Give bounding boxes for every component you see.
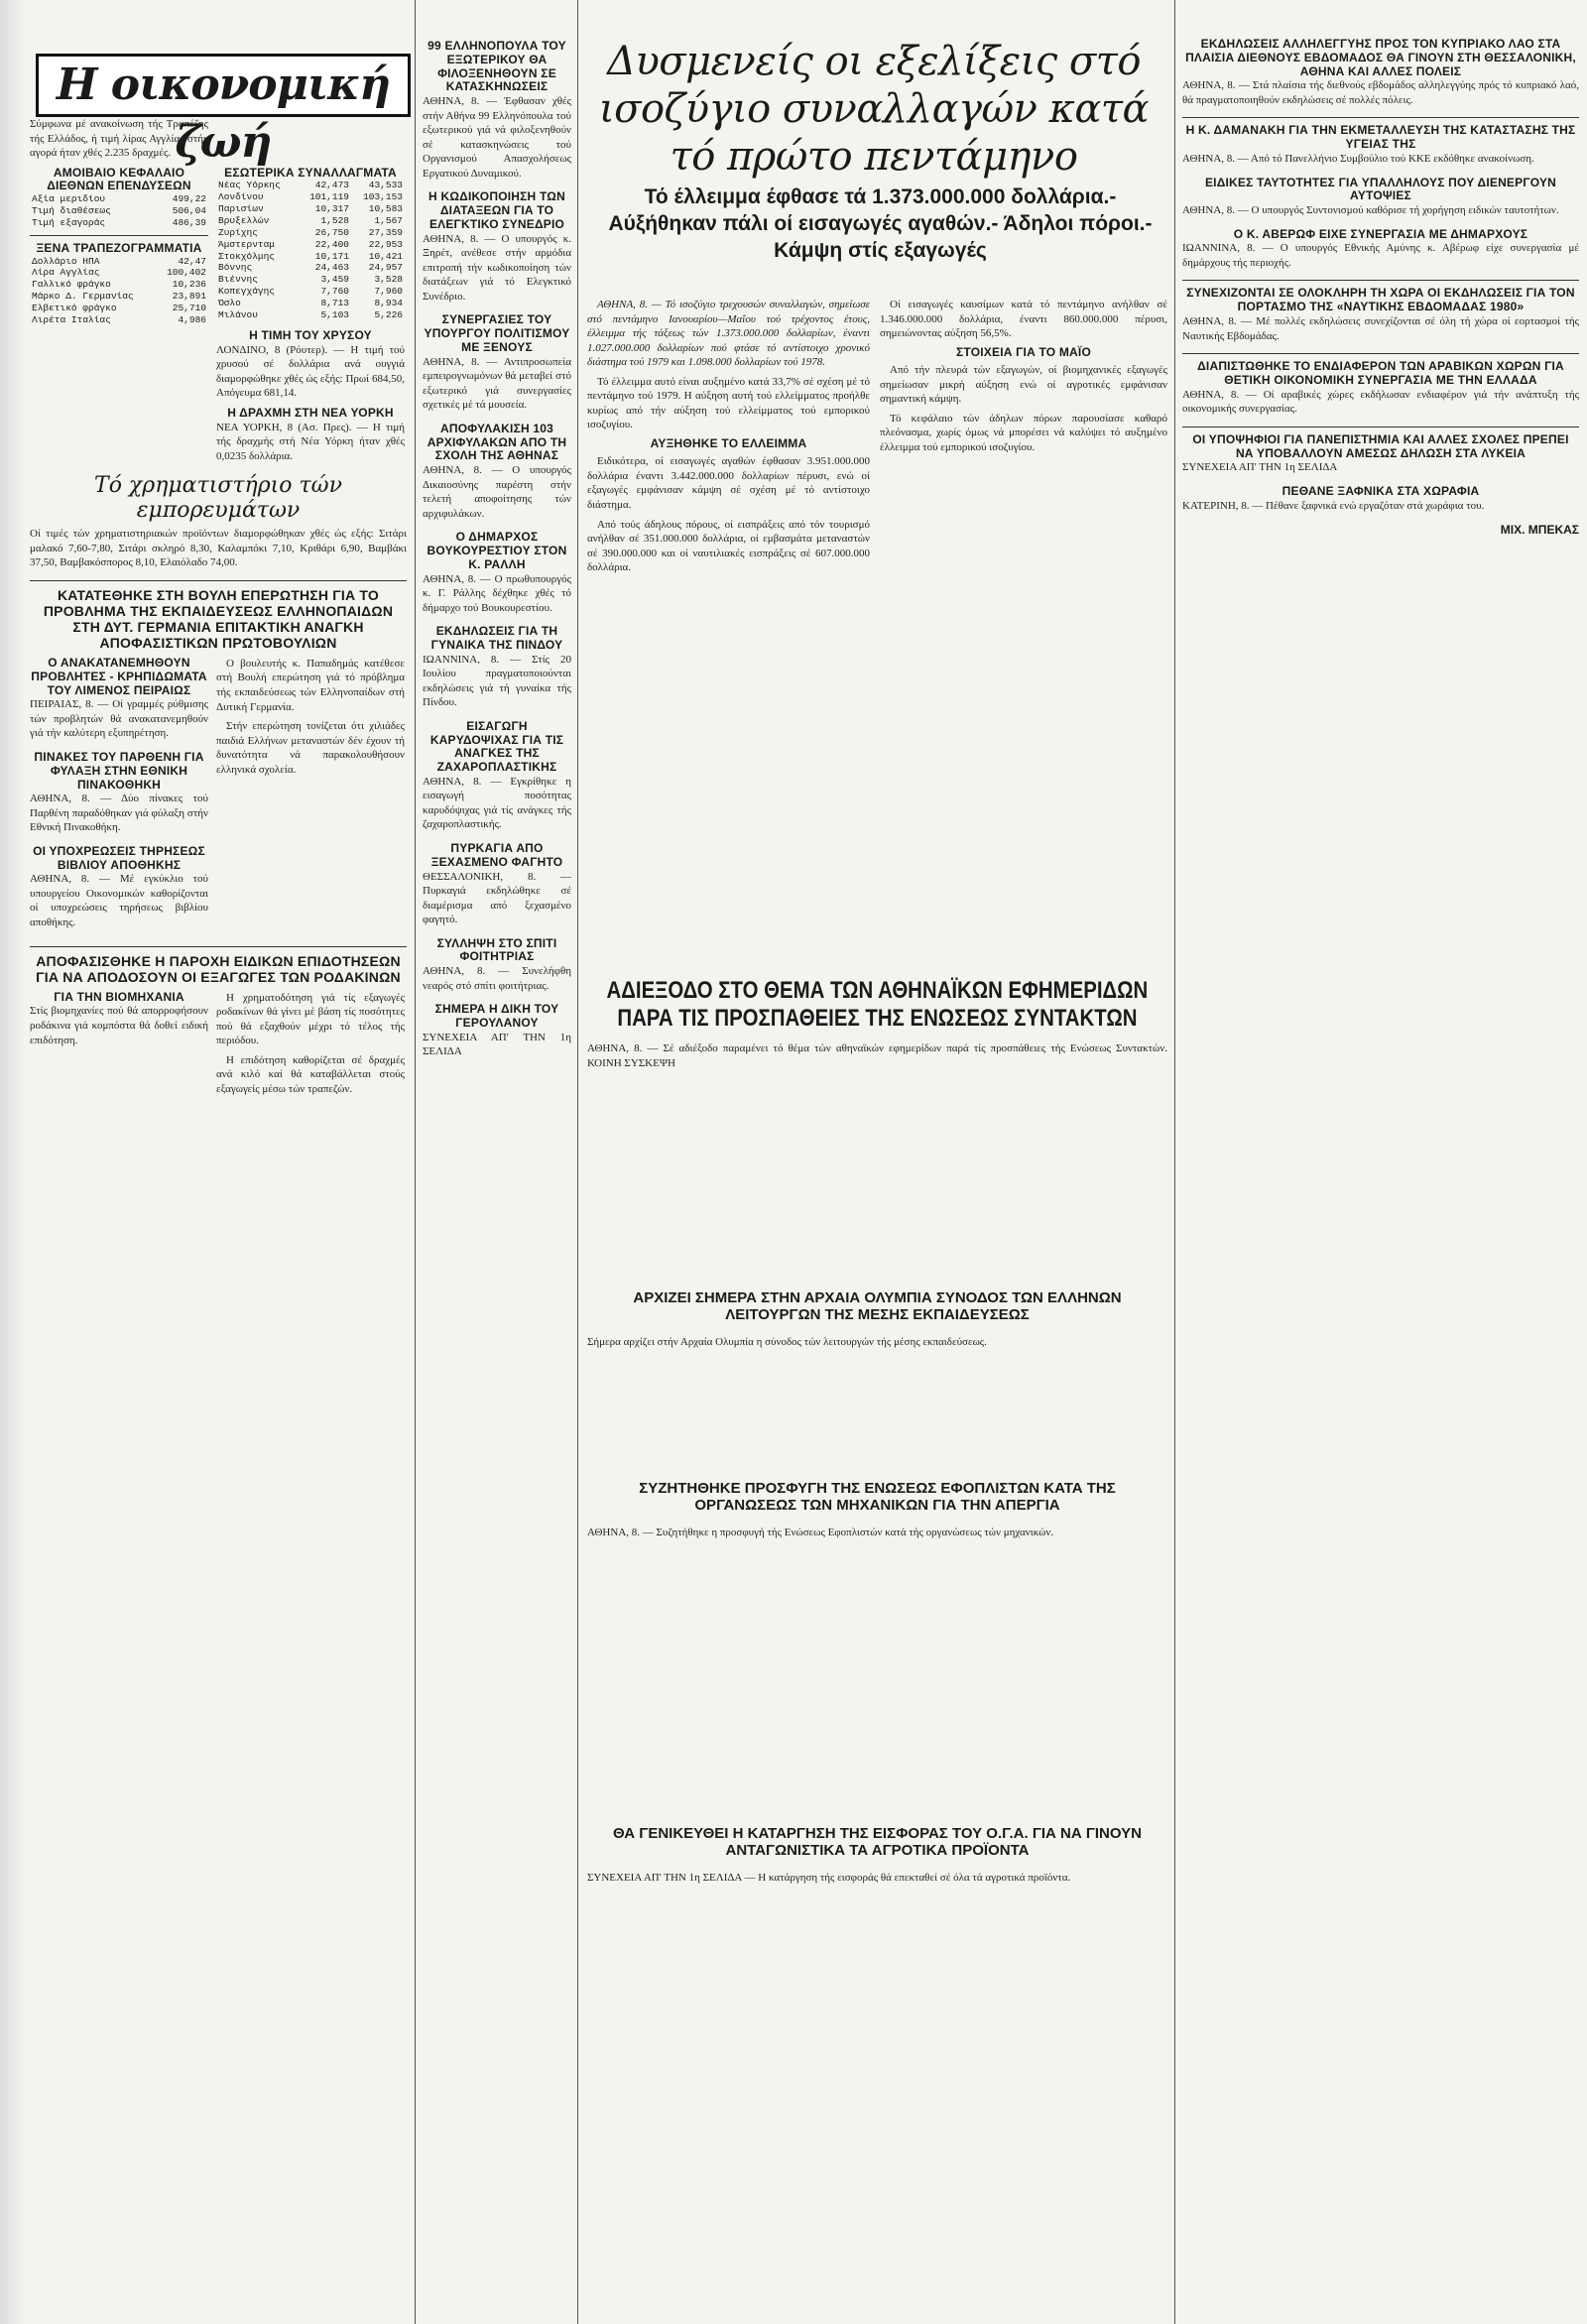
banknotes-heading: ΞΕΝΑ ΤΡΑΠΕΖΟΓΡΑΜΜΑΤΙΑ [36, 240, 202, 255]
table-row: Αξία μεριδίου 499,22 [32, 193, 206, 205]
ship-body [587, 1526, 1167, 1823]
table-row: Γαλλικό φράγκο 10,236 [32, 279, 206, 291]
right-column [1182, 38, 1579, 2309]
news-text: ΑΘΗΝΑ, 8. — Ο πρωθυπουργός κ. Γ. Ράλλης δέχθηκε χθές τό δήμαρχο τού Βουκουρεστίου. [423, 572, 571, 614]
rates-block [216, 167, 405, 464]
left-column [30, 117, 407, 2319]
gold-text: ΛΟΝΔΙΝΟ, 8 (Ρόυτερ). — Η τιμή τού χρυσού σέ δολλάρια ανά ουγγιά διαμορφώθηκε χθές ώς εξής: Πρωί 684,50, Απόγευμα 681,14. [216, 343, 405, 400]
oga-body [587, 1871, 1167, 2307]
news-text: ΘΕΣΣΑΛΟΝΙΚΗ, 8. — Πυρκαγιά εκδηλώθηκε σέ διαμέρισμα από ξεχασμένο φαγητό. [423, 870, 571, 926]
table-row: Λιρέτα Ιταλίας 4,986 [32, 313, 206, 325]
journalists-body [587, 1041, 1167, 1289]
journalists-text: ΑΘΗΝΑ, 8. — Σέ αδιέξοδο παραμένει τό θέμα τών αθηναϊκών εφημερίδων παρά τίς προσπάθειες τής Ενώσεως Συντακτών. ΚΟΙΝΗ ΣΥΣΚΕΨΗ [587, 1042, 1167, 1069]
table-row: Δολλάριο ΗΠΑ 42,47 [32, 255, 206, 267]
parthenis-heading: ΠΙΝΑΚΕΣ ΤΟΥ ΠΑΡΘΕΝΗ ΓΙΑ ΦΥΛΑΞΗ ΣΤΗΝ ΕΘΝΙΚΗ ΠΙΝΑΚΟΘΗΚΗ [34, 749, 204, 792]
lead-body-right: Οί εισαγωγές καυσίμων κατά τό πεντάμηνο ανήλθαν σέ 1.346.000.000 δολλάρια, έναντι 860.000.000 πέρυσι, σημειώνοντας αύξηση 56,5%. ΣΤΟΙΧΕΙΑ ΓΙΑ ΤΟ ΜΑΪΟ Από τήν πλευρά τών εξαγωγών, οί βιομηχανικές εξαγωγές σημείωσαν μικρή αύξηση ενώ οί αγροτικές εμφάνισαν σημαντική κάμψη. Τό κεφάλαιο τών άδηλων πόρων παρουσίασε καθαρό πλεόνασμα, χωρίς όμως νά μπορέσει νά καλύψει τό αυξημένο έλλειμμα τού εμπορικού ισοζυγίου. [880, 299, 1167, 453]
journalists-headline: ΑΔΙΕΞΟΔΟ ΣΤΟ ΘΕΜΑ ΤΩΝ ΑΘΗΝΑΪΚΩΝ ΕΦΗΜΕΡΙΔΩΝ ΠΑΡΑ ΤΙΣ ΠΡΟΣΠΑΘΕΙΕΣ ΤΗΣ ΕΝΩΣΕΩΣ ΣΥΝΤΑΚΤΩΝ [606, 977, 1149, 1032]
left-market-block [30, 167, 208, 464]
table-row: Παρισίων 10,317 10,583 [218, 203, 403, 215]
table-row: Τιμή εξαγοράς 486,39 [32, 216, 206, 228]
warehouse-heading: ΟΙ ΥΠΟΧΡΕΩΣΕΙΣ ΤΗΡΗΣΕΩΣ ΒΙΒΛΙΟΥ ΑΠΟΘΗΚΗΣ [33, 843, 205, 872]
fund-heading: ΑΜΟΙΒΑΙΟ ΚΕΦΑΛΑΙΟ ΔΙΕΘΝΩΝ ΕΠΕΝΔΥΣΕΩΝ [47, 165, 191, 193]
ship-headline: ΣΥΖΗΤΗΘΗΚΕ ΠΡΟΣΦΥΓΗ ΤΗΣ ΕΝΩΣΕΩΣ ΕΦΟΠΛΙΣΤΩΝ ΚΑΤΑ ΤΗΣ ΟΡΓΑΝΩΣΕΩΣ ΤΩΝ ΜΗΧΑΝΙΚΩΝ ΓΙΑ ΤΗΝ ΑΠΕΡΓΙΑ [639, 1480, 1116, 1515]
news-text: ΑΘΗΝΑ, 8. — Ο υπουργός κ. Ξηρέτ, ανέθεσε στήν αρμόδια επιτροπή τήν κωδικοποίηση τών διατάξεων γιά τό Ελεγκτικό Συνέδριο. [423, 232, 571, 303]
table-row: Λονδίνου 101,119 103,153 [218, 191, 403, 203]
news-heading: ΕΙΔΙΚΕΣ ΤΑΥΤΟΤΗΤΕΣ ΓΙΑ ΥΠΑΛΛΗΛΟΥΣ ΠΟΥ ΔΙΕΝΕΡΓΟΥΝ ΑΥΤΟΨΙΕΣ [1204, 175, 1557, 203]
news-heading: ΕΚΔΗΛΩΣΕΙΣ ΓΙΑ ΤΗ ΓΥΝΑΙΚΑ ΤΗΣ ΠΙΝΔΟΥ [430, 624, 563, 652]
table-row: Στοκχόλμης 10,171 10,421 [218, 250, 403, 262]
news-heading: Ο ΔΗΜΑΡΧΟΣ ΒΟΥΚΟΥΡΕΣΤΙΟΥ ΣΤΟΝ Κ. ΡΑΛΛΗ [427, 530, 567, 571]
olympia-headline: ΑΡΧΙΖΕΙ ΣΗΜΕΡΑ ΣΤΗΝ ΑΡΧΑΙΑ ΟΛΥΜΠΙΑ ΣΥΝΟΔΟΣ ΤΩΝ ΕΛΛΗΝΩΝ ΛΕΙΤΟΥΡΓΩΝ ΤΗΣ ΜΕΣΗΣ ΕΚΠΑΙΔΕΥΣΕΩΣ [633, 1289, 1122, 1324]
olympia-body [587, 1335, 1167, 1474]
page-edge [0, 0, 24, 2324]
drachma-heading: Η ΔΡΑΧΜΗ ΣΤΗ ΝΕΑ ΥΟΡΚΗ [227, 405, 394, 420]
lead-body-left: ΑΘΗΝΑ, 8. — Τό ισοζύγιο τρεχουσών συναλλαγών, σημείωσε στό πεντάμηνο Ιανουαρίου—Μαΐου τού τρέχοντος έτους, έλλειμμα τής τάξεως τών 1.373.000.000 δολλαρίων, έναντι 1.027.000.000 δολλαρίων πού φτάσε τό αντίστοιχο χρονικό διάστημα τού 1979 και 1.098.000 δολλαρίων τού 1978. Τό έλλειμμα αυτό είναι αυξημένο κατά 33,7% σέ σχέση μέ τό πεντάμηνο τού 1979. Η αύξηση αυτή τού ελλείμματος προήλθε κυρίως από τήν αύξηση τού ελλείμματος τού εμπορικού ισοζυγίου. ΑΥΞΗΘΗΚΕ ΤΟ ΕΛΛΕΙΜΜΑ Ειδικότερα, οί εισαγωγές αγαθών έφθασαν 3.951.000.000 δολλάρια έναντι 3.442.000.000 δολλαρίων πέρυσι, ενώ οί εξαγωγές εμφάνισαν κάμψη σέ σχέση μέ τό αντίστοιχο διάστημα. Από τούς άδηλους πόρους, οί εισπράξεις από τόν τουρισμό ανήλθαν σέ 351.000.000 δολλάρια, οί εμβασμάτα μεταναστών σέ 390.000.000 και οί ναυτιλιακές εισπράξεις σέ 607.000.000 δολλάρια. [587, 299, 870, 574]
table-row: Ζυρίχης 26,750 27,359 [218, 226, 403, 238]
lead-title: Δυσμενείς οι εξελίξεις στό ισοζύγιο συναλλαγών κατά τό πρώτο πεντάμηνο [598, 39, 1150, 180]
news-heading: Ο Κ. ΑΒΕΡΩΦ ΕΙΧΕ ΣΥΝΕΡΓΑΣΙΑ ΜΕ ΔΗΜΑΡΧΟΥΣ [1233, 226, 1528, 241]
news-text: ΑΘΗΝΑ, 8. — Αντιπροσωπεία εμπειρογνωμόνων θά μεταβεί στό εξωτερικό γιά συνεργασίες σχετικές μέ τά μουσεία. [423, 355, 571, 412]
news-text: ΙΩΑΝΝΙΝΑ, 8. — Ο υπουργός Εθνικής Αμύνης κ. Αβέρωφ είχε συνεργασία μέ δημάρχους τής περιοχής. [1182, 242, 1579, 269]
oga-headline: ΘΑ ΓΕΝΙΚΕΥΘΕΙ Η ΚΑΤΑΡΓΗΣΗ ΤΗΣ ΕΙΣΦΟΡΑΣ ΤΟΥ Ο.Γ.Α. ΓΙΑ ΝΑ ΓΙΝΟΥΝ ΑΝΤΑΓΩΝΙΣΤΙΚΑ ΤΑ ΑΓΡΟΤΙΚΑ ΠΡΟΪΟΝΤΑ [613, 1825, 1142, 1860]
fund-table [30, 193, 208, 229]
news-text: ΑΘΗΝΑ, 8. — Εγκρίθηκε η εισαγωγή ποσότητας καρυδόψιχας γιά τίς ανάγκες τής ζαχαροπλαστικής. [423, 775, 571, 831]
table-row: Μιλάνου 5,103 5,226 [218, 308, 403, 320]
news-text: ΣΥΝΕΧΕΙΑ ΑΠ' ΤΗΝ 1η ΣΕΛΙΔΑ [423, 1031, 571, 1058]
table-row: Βιέννης 3,459 3,528 [218, 274, 403, 286]
table-row: Βρυξελλών 1,528 1,567 [218, 214, 403, 226]
left-intro: Σύμφωνα μέ ανακοίνωση τής Τραπέζης τής Ελλάδος, ή τιμή λίρας Αγγλίας στήν αγορά ήταν χθές 2.235 δραχμές. [30, 118, 208, 160]
drachma-text: ΝΕΑ ΥΟΡΚΗ, 8 (Ασ. Πρες). — Η τιμή τής δραχμής στή Νέα Υόρκη ήταν χθές 0,0235 δολλάρια. [216, 421, 405, 462]
news-heading: Η Κ. ΔΑΜΑΝΑΚΗ ΓΙΑ ΤΗΝ ΕΚΜΕΤΑΛΛΕΥΣΗ ΤΗΣ ΚΑΤΑΣΤΑΣΗΣ ΤΗΣ ΥΓΕΙΑΣ ΤΗΣ [1185, 123, 1576, 152]
news-text: ΑΘΗΝΑ, 8. — Ο υπουργός Δικαιοσύνης παρέστη στήν τελετή αποφοίτησης τών αρχιφυλάκων. [423, 464, 571, 520]
piraeus-heading: Ο ΑΝΑΚΑΤΑΝΕΜΗΘΟΥΝ ΠΡΟΒΛΗΤΕΣ - ΚΡΗΠΙΔΩΜΑΤΑ ΤΟΥ ΛΙΜΕΝΟΣ ΠΕΙΡΑΙΩΣ [31, 655, 207, 697]
news-text: ΚΑΤΕΡΙΝΗ, 8. — Πέθανε ξαφνικά ενώ εργαζόταν στά χωράφια του. [1182, 499, 1485, 512]
news-text: ΑΘΗΝΑ, 8. — Στά πλαίσια τής διεθνούς εβδομάδος αλληλεγγύης πρός τό κυπριακό λαό, θά πραγματοποιηθούν εκδηλώσεις σέ πολλές πόλεις. [1182, 79, 1579, 106]
parthenis-text: ΑΘΗΝΑ, 8. — Δύο πίνακες τού Παρθένη παραδόθηκαν γιά φύλαξη στήν Εθνική Πινακοθήκη. [30, 793, 208, 834]
news-heading: ΑΠΟΦΥΛΑΚΙΣΗ 103 ΑΡΧΙΦΥΛΑΚΩΝ ΑΠΟ ΤΗ ΣΧΟΛΗ ΤΗΣ ΑΘΗΝΑΣ [427, 421, 567, 463]
news-heading: ΕΙΣΑΓΩΓΗ ΚΑΡΥΔΟΨΙΧΑΣ ΓΙΑ ΤΙΣ ΑΝΑΓΚΕΣ ΤΗΣ ΖΑΧΑΡΟΠΛΑΣΤΙΚΗΣ [429, 718, 564, 775]
news-heading: ΠΕΘΑΝΕ ΞΑΦΝΙΚΑ ΣΤΑ ΧΩΡΑΦΙΑ [1282, 483, 1480, 498]
table-row: Ελβετικό φράγκο 25,710 [32, 303, 206, 314]
rates-heading: ΕΣΩΤΕΡΙΚΑ ΣΥΝΑΛΛΑΓΜΑΤΑ [224, 165, 397, 180]
table-row: Όσλο 8,713 8,934 [218, 298, 403, 309]
masthead: Η οικονομική ζωή [36, 54, 411, 117]
table-row: Κοπεγχάγης 7,760 7,960 [218, 286, 403, 298]
gold-heading: Η ΤΙΜΗ ΤΟΥ ΧΡΥΣΟΥ [249, 327, 372, 342]
news-heading: ΣΗΜΕΡΑ Η ΔΙΚΗ ΤΟΥ ΓΕΡΟΥΛΑΝΟΥ [434, 1002, 559, 1031]
peaches-heading: ΑΠΟΦΑΣΙΣΘΗΚΕ Η ΠΑΡΟΧΗ ΕΙΔΙΚΩΝ ΕΠΙΔΟΤΗΣΕΩΝ ΓΙΑ ΝΑ ΑΠΟΔΟΣΟΥΝ ΟΙ ΕΞΑΓΩΓΕΣ ΤΩΝ ΡΟΔΑΚΙΝΩΝ [36, 952, 401, 985]
industry-text: Στίς βιομηχανίες πού θά απορροφήσουν ροδάκινα γιά κομπόστα θά δοθεί ειδική επιδότηση. [30, 1005, 208, 1046]
center-left-column [423, 40, 571, 2311]
author-signature: ΜΙΧ. ΜΠΕΚΑΣ [1500, 523, 1579, 538]
peaches-body: Η χρηματοδότηση γιά τίς εξαγωγές ροδακίνων θά γίνει μέ βάση τίς ποσότητες πού θά εξαχθούν μέχρι τό τέλος τής περιόδου. Η επιδότηση καθορίζεται σέ δραχμές ανά κιλό καί θά καταβάλλεται στούς εξαγωγείς μέσω τών τραπεζών. [216, 991, 405, 1095]
news-heading: ΠΥΡΚΑΓΙΑ ΑΠΟ ΞΕΧΑΣΜΕΝΟ ΦΑΓΗΤΟ [430, 841, 563, 869]
lead-subhead: ΣΤΟΙΧΕΙΑ ΓΙΑ ΤΟ ΜΑΪΟ [956, 344, 1091, 359]
bourse-title: Τό χρηματιστήριο τών εμπορευμάτων [94, 473, 342, 524]
news-heading: ΔΙΑΠΙΣΤΩΘΗΚΕ ΤΟ ΕΝΔΙΑΦΕΡΟΝ ΤΩΝ ΑΡΑΒΙΚΩΝ ΧΩΡΩΝ ΓΙΑ ΘΕΤΙΚΗ ΟΙΚΟΝΟΜΙΚΗ ΣΥΝΕΡΓΑΣΙΑ ΜΕ ΤΗΝ ΕΛΛΑΔΑ [1197, 359, 1564, 387]
table-row: Τιμή διαθέσεως 506,04 [32, 205, 206, 217]
news-heading: ΕΚΔΗΛΩΣΕΙΣ ΑΛΛΗΛΕΓΓΥΗΣ ΠΡΟΣ ΤΟΝ ΚΥΠΡΙΑΚΟ ΛΑΟ ΣΤΑ ΠΛΑΙΣΙΑ ΔΙΕΘΝΟΥΣ ΕΒΔΟΜΑΔΟΣ ΘΑ ΓΙΝΟΥΝ ΣΤΗ ΘΕΣΣΑΛΟΝΙΚΗ, ΑΘΗΝΑ ΚΑΙ ΑΛΛΕΣ ΠΟΛΕΙΣ [1185, 38, 1576, 78]
news-heading: ΟΙ ΥΠΟΨΗΦΙΟΙ ΓΙΑ ΠΑΝΕΠΙΣΤΗΜΙΑ ΚΑΙ ΑΛΛΕΣ ΣΧΟΛΕΣ ΠΡΕΠΕΙ ΝΑ ΥΠΟΒΑΛΛΟΥΝ ΑΜΕΣΩΣ ΔΗΛΩΣΗ ΣΤΑ ΛΥΚΕΙΑ [1192, 431, 1569, 460]
rates-table [216, 180, 405, 321]
students-text: ΑΘΗΝΑ, 8. — Έφθασαν χθές στήν Αθήνα 99 Ελληνόπουλα τού εξωτερικού γιά νά φιλοξενηθούν σέ κατασκηνώσεις τού Οργανισμού Απασχολήσεως Εργατικού Δυναμικού. [423, 95, 571, 180]
table-row: Νέας Υόρκης 42,473 43,533 [218, 180, 403, 191]
olympia-text: Σήμερα αρχίζει στήν Αρχαία Ολυμπία η σύνοδος τών λειτουργών τής μέσης εκπαιδεύσεως. [587, 1336, 987, 1348]
warehouse-text: ΑΘΗΝΑ, 8. — Μέ εγκύκλιο τού υπουργείου Οικονομικών καθορίζονται οί υποχρεώσεις τηρήσεως βιβλίου αποθήκης. [30, 873, 208, 928]
news-heading: Η ΚΩΔΙΚΟΠΟΙΗΣΗ ΤΩΝ ΔΙΑΤΑΞΕΩΝ ΓΙΑ ΤΟ ΕΛΕΓΚΤΙΚΟ ΣΥΝΕΔΡΙΟ [428, 189, 565, 231]
industry-heading: ΓΙΑ ΤΗΝ ΒΙΟΜΗΧΑΝΙΑ [54, 989, 184, 1004]
students-heading: 99 ΕΛΛΗΝΟΠΟΥΛΑ ΤΟΥ ΕΞΩΤΕΡΙΚΟΥ ΘΑ ΦΙΛΟΞΕΝΗΘΟΥΝ ΣΕ ΚΑΤΑΣΚΗΝΩΣΕΙΣ [427, 40, 566, 94]
news-text: ΑΘΗΝΑ, 8. — Μέ πολλές εκδηλώσεις συνεχίζονται σέ όλη τή χώρα οί εορτασμοί τής Ναυτικής Εβδομάδας. [1182, 315, 1579, 342]
news-heading: ΣΥΝΕΧΙΖΟΝΤΑΙ ΣΕ ΟΛΟΚΛΗΡΗ ΤΗ ΧΩΡΑ ΟΙ ΕΚΔΗΛΩΣΕΙΣ ΓΙΑ ΤΟΝ ΠΟΡΤΑΣΜΟ ΤΗΣ «ΝΑΥΤΙΚΗΣ ΕΒΔΟΜΑΔΑΣ 1980» [1186, 286, 1575, 314]
lead-subhead: ΑΥΞΗΘΗΚΕ ΤΟ ΕΛΛΕΙΜΜΑ [650, 435, 807, 450]
germany-body: Ο βουλευτής κ. Παπαδημάς κατέθεσε στή Βουλή επερώτηση γιά τό πρόβλημα τής εκπαιδεύσεως τών Ελληνοπαίδων στή Δυτική Γερμανία. Στήν επερώτηση τονίζεται ότι χιλιάδες παιδιά Ελλήνων μεταναστών δέν έχουν τή δυνατότητα νά παρακολουθήσουν ελληνικά σχολεία. [216, 657, 405, 776]
piraeus-text: ΠΕΙΡΑΙΑΣ, 8. — Οί γραμμές ρύθμισης τών προβλητών θά ανακατανεμηθούν γιά τήν καλύτερη εξυπηρέτηση. [30, 698, 208, 740]
oga-text: ΣΥΝΕΧΕΙΑ ΑΠ' ΤΗΝ 1η ΣΕΛΙΔΑ — Η κατάργηση τής εισφοράς θά επεκταθεί σέ όλα τά αγροτικά προϊόντα. [587, 1872, 1071, 1884]
news-text: ΑΘΗΝΑ, 8. — Οί αραβικές χώρες εκδήλωσαν ενδιαφέρον γιά τήν ανάπτυξη τής οικονομικής συνεργασίας. [1182, 388, 1579, 416]
table-row: Μάρκο Δ. Γερμανίας 23,891 [32, 291, 206, 303]
news-text: ΑΘΗΝΑ, 8. — Συνελήφθη νεαρός στό σπίτι φοιτήτριας. [423, 965, 571, 992]
news-text: ΑΘΗΝΑ, 8. — Από τό Πανελλήνιο Συμβούλιο τού ΚΚΕ εκδόθηκε ανακοίνωση. [1182, 153, 1534, 166]
ship-text: ΑΘΗΝΑ, 8. — Συζητήθηκε η προσφυγή τής Ενώσεως Εφοπλιστών κατά τής οργανώσεως τών μηχανικών. [587, 1527, 1054, 1538]
news-text: ΙΩΑΝΝΙΝΑ, 8. — Στίς 20 Ιουλίου πραγματοποιούνται εκδηλώσεις γιά τή γυναίκα τής Πίνδου. [423, 653, 571, 709]
table-row: Βόννης 24,463 24,957 [218, 262, 403, 274]
bourse-text: Οί τιμές τών χρηματιστηριακών προϊόντων διαμορφώθηκαν χθές ώς εξής: Σιτάρι μαλακό 7,60-7,80, Σιτάρι σκληρό 8,30, Καλαμπόκι 7,10, Κριθάρι 6,90, Βαμβάκι 37,50, Βαμβακόσπορος 8,10, Ελαιόλαδο 74,00. [30, 528, 407, 569]
table-row: Λίρα Αγγλίας 100,402 [32, 267, 206, 279]
news-heading: ΣΥΝΕΡΓΑΣΙΕΣ ΤΟΥ ΥΠΟΥΡΓΟΥ ΠΟΛΙΤΙΣΜΟΥ ΜΕ ΞΕΝΟΥΣ [424, 312, 570, 354]
banknotes-table [30, 256, 208, 326]
lead-subtitle: Τό έλλειμμα έφθασε τά 1.373.000.000 δολλάρια.- Αύξήθηκαν πάλι οί εισαγωγές αγαθών.- Άδηλοι πόροι.- Κάμψη στίς εξαγωγές [608, 185, 1153, 262]
news-heading: ΣΥΛΛΗΨΗ ΣΤΟ ΣΠΙΤΙ ΦΟΙΤΗΤΡΙΑΣ [436, 935, 557, 964]
news-text: ΣΥΝΕΧΕΙΑ ΑΠ' ΤΗΝ 1η ΣΕΛΙΔΑ [1182, 461, 1338, 474]
table-row: Άμστερνταμ 22,400 22,953 [218, 238, 403, 250]
news-text: ΑΘΗΝΑ, 8. — Ο υπουργός Συντονισμού καθόρισε τή χορήγηση ειδικών ταυτοτήτων. [1182, 204, 1559, 217]
germany-heading: ΚΑΤΑΤΕΘΗΚΕ ΣΤΗ ΒΟΥΛΗ ΕΠΕΡΩΤΗΣΗ ΓΙΑ ΤΟ ΠΡΟΒΛΗΜΑ ΤΗΣ ΕΚΠΑΙΔΕΥΣΕΩΣ ΕΛΛΗΝΟΠΑΙΔΩΝ ΣΤΗ ΔΥΤ. ΓΕΡΜΑΝΙΑ ΕΠΙΤΑΚΤΙΚΗ ΑΝΑΓΚΗ ΑΠΟΦΑΣΙΣΤΙΚΩΝ ΠΡΩΤΟΒΟΥΛΙΩΝ [43, 586, 394, 651]
